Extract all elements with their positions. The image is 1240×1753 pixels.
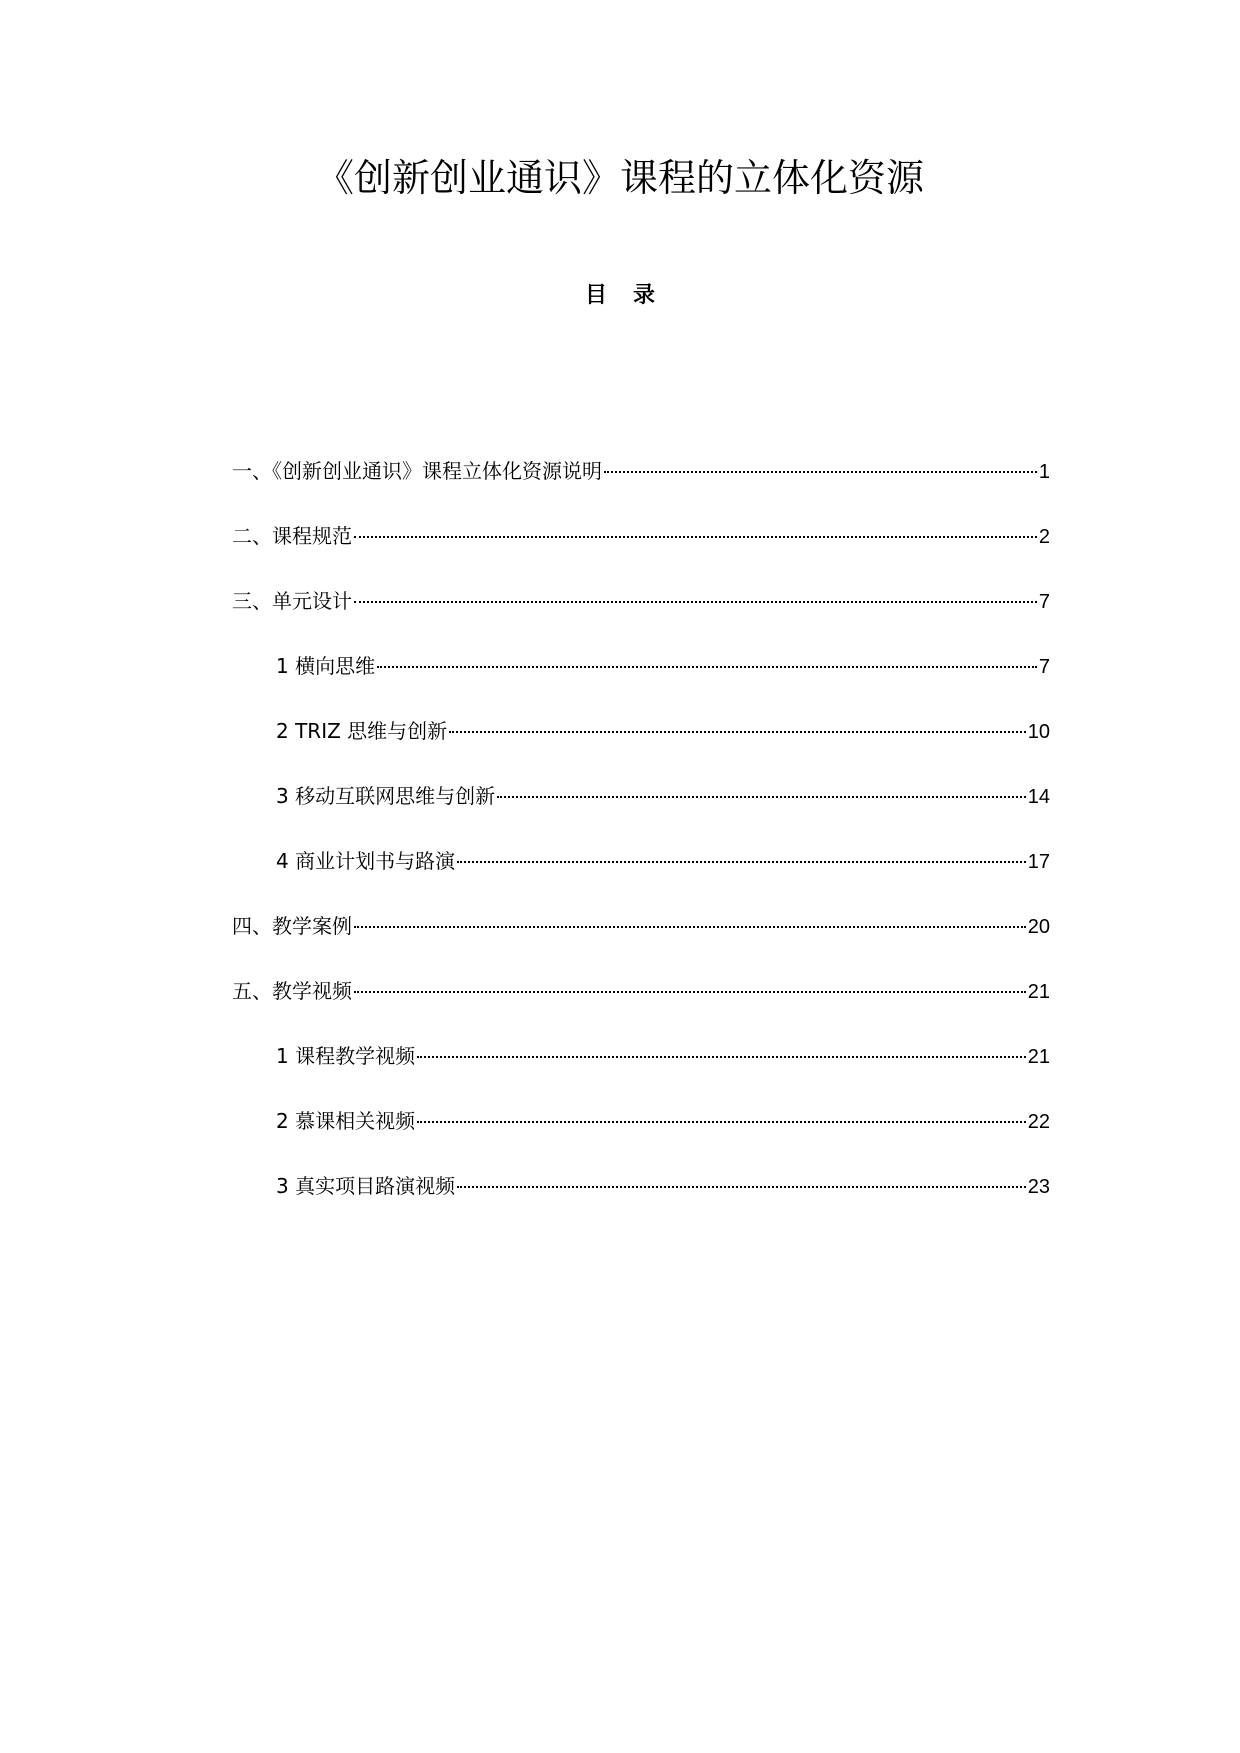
toc-entry-page: 17 xyxy=(1027,851,1050,873)
document-title: 《创新创业通识》课程的立体化资源 xyxy=(315,156,924,200)
toc-entry-page: 14 xyxy=(1027,786,1050,808)
dot-leader xyxy=(417,1121,1026,1123)
toc-entry-page: 21 xyxy=(1027,981,1050,1003)
dot-leader xyxy=(377,666,1037,668)
dot-leader xyxy=(604,471,1037,473)
toc-entry-page: 21 xyxy=(1027,1046,1050,1068)
toc-entry-mooc-videos[interactable] xyxy=(232,1106,1050,1171)
toc-entry-label: 1 横向思维 xyxy=(276,654,376,678)
dot-leader xyxy=(354,601,1037,603)
dot-leader xyxy=(497,796,1026,798)
toc-entry-page: 2 xyxy=(1038,526,1050,548)
dot-leader xyxy=(457,1186,1026,1188)
toc-entry-course-standard[interactable] xyxy=(232,521,1050,586)
toc-entry-label: 4 商业计划书与路演 xyxy=(276,849,456,873)
toc-heading: 目录 xyxy=(584,283,681,308)
dot-leader xyxy=(417,1056,1026,1058)
dot-leader xyxy=(457,861,1026,863)
toc-entry-label: 3 移动互联网思维与创新 xyxy=(276,784,496,808)
toc-entry-label: 五、教学视频 xyxy=(232,979,352,1003)
toc-entry-page: 23 xyxy=(1027,1176,1050,1198)
toc-entry-label: 1 课程教学视频 xyxy=(276,1044,416,1068)
dot-leader xyxy=(354,926,1026,928)
toc-entry-business-plan[interactable] xyxy=(232,846,1050,911)
toc-entry-page: 10 xyxy=(1027,721,1050,743)
toc-entry-page: 20 xyxy=(1027,916,1050,938)
toc-entry-label: 四、教学案例 xyxy=(232,914,352,938)
toc-entry-teaching-videos[interactable] xyxy=(232,976,1050,1041)
toc-entry-course-videos[interactable] xyxy=(232,1041,1050,1106)
toc-entry-page: 7 xyxy=(1038,656,1050,678)
toc-entry-label: 二、课程规范 xyxy=(232,524,352,548)
toc-entry-teaching-cases[interactable] xyxy=(232,911,1050,976)
dot-leader xyxy=(354,536,1037,538)
toc-entry-label: 一、《创新创业通识》课程立体化资源说明 xyxy=(232,459,602,483)
toc-entry-triz[interactable] xyxy=(232,716,1050,781)
toc-entry-label: 3 真实项目路演视频 xyxy=(276,1174,456,1198)
toc-entry-resource-description[interactable] xyxy=(232,456,1050,521)
toc-entry-lateral-thinking[interactable] xyxy=(232,651,1050,716)
toc-entry-label: 2 TRIZ 思维与创新 xyxy=(276,719,448,743)
toc-entry-page: 7 xyxy=(1038,591,1050,613)
dot-leader xyxy=(354,991,1026,993)
toc-entry-unit-design[interactable] xyxy=(232,586,1050,651)
toc-entry-page: 22 xyxy=(1027,1111,1050,1133)
toc-entry-label: 三、单元设计 xyxy=(232,589,352,613)
toc-entry-page: 1 xyxy=(1038,461,1050,483)
toc-entry-label: 2 慕课相关视频 xyxy=(276,1109,416,1133)
dot-leader xyxy=(449,731,1026,733)
toc-entry-roadshow-videos[interactable] xyxy=(232,1171,1050,1236)
table-of-contents xyxy=(232,456,1050,1236)
toc-entry-mobile-internet[interactable] xyxy=(232,781,1050,846)
